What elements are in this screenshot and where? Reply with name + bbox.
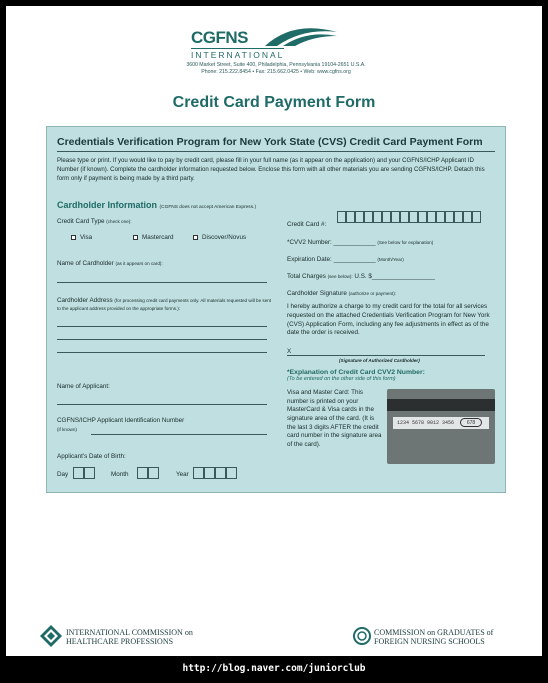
card-digit-box[interactable]: [427, 211, 436, 223]
applicant-id-note: (if known): [57, 427, 77, 432]
mastercard-checkbox[interactable]: [133, 235, 138, 240]
cvv-note: (See below for explanation): [377, 240, 434, 245]
digit-box[interactable]: [73, 467, 84, 479]
ichp-line2: HEALTHCARE PROFESSIONS: [66, 637, 174, 647]
dob-month-boxes[interactable]: [137, 467, 159, 479]
cardholder-name-label-row: [57, 260, 163, 267]
form-page: [6, 6, 542, 656]
explanation-title: *Explanation of Credit Card CVV2 Number:: [287, 369, 425, 376]
card-type-mastercard[interactable]: [133, 234, 174, 241]
digit-box[interactable]: [226, 467, 237, 479]
cardholder-name-note: (as it appears on card):: [115, 261, 163, 266]
expiration-field[interactable]: ____________: [333, 256, 376, 263]
signature-label-row: [287, 290, 396, 297]
ichp-diamond-icon: [40, 625, 62, 647]
watermark-url[interactable]: http://blog.naver.com/juniorclub: [182, 663, 366, 674]
expiration-row: [287, 256, 404, 263]
explanation-body: Visa and Master Card: This number is printed on your MasterCard & Visa cards in the signature area of the card. (It is the last 3 digits AFTER the credit card number in the signature area of the card).: [287, 389, 382, 449]
address-line-1-field[interactable]: [57, 326, 267, 327]
total-row: [287, 273, 435, 280]
dob-day-boxes[interactable]: [73, 467, 95, 479]
discover-checkbox[interactable]: [193, 235, 198, 240]
address-line-2-field[interactable]: [57, 339, 267, 340]
cardholder-address-label: Cardholder Address: [57, 297, 113, 304]
address-block: [156, 62, 396, 76]
dob-month-label: Month: [111, 471, 129, 478]
cvv-label: *CVV2 Number:: [287, 239, 332, 246]
logo-swoosh-icon: [263, 26, 339, 48]
discover-label: Discover/Novus: [202, 234, 247, 241]
section-title-text: Cardholder Information: [57, 200, 158, 210]
ichp-line1: INTERNATIONAL COMMISSION on: [66, 628, 193, 637]
card-type-note: (check one):: [106, 219, 132, 224]
logo-subtitle: INTERNATIONAL: [191, 50, 285, 60]
expiration-note: (Month/Year): [377, 257, 404, 262]
card-digit-box[interactable]: [463, 211, 472, 223]
section-title: [57, 200, 256, 210]
form-instructions: Please type or print. If you would like to pay by credit card, please fill in your full name (as it appear on the application) and your CGFNS/ICHP Applicant ID Number (if known). Complete the cardholder information requested below. Enclose this form with all other materials you are sending CGFNS/ICHP. Detach this form only if payment is being made by a third party.: [57, 157, 485, 182]
card-number-boxes[interactable]: [337, 211, 481, 223]
title-divider: [57, 151, 495, 152]
digit-box[interactable]: [148, 467, 159, 479]
card-digit-box[interactable]: [382, 211, 391, 223]
card-digit-box[interactable]: [454, 211, 463, 223]
digit-box[interactable]: [137, 467, 148, 479]
cvv-explanation: [287, 369, 499, 499]
contact-line: Phone: 215.222.8454 • Fax: 215.662.0425 • Web: www.cgfns.org: [201, 68, 351, 75]
dob-label: Applicant's Date of Birth:: [57, 453, 126, 460]
form-title: Credentials Verification Program for New York State (CVS) Credit Card Payment Form: [57, 136, 483, 148]
cardholder-name-label: Name of Cardholder: [57, 260, 114, 267]
applicant-name-field[interactable]: [57, 404, 267, 405]
signature-note: (authorize or payment):: [348, 291, 397, 296]
signature-caption: (Signature of Authorized Cardholder): [339, 358, 420, 363]
cgfns-line1: COMMISSION on GRADUATES of: [374, 628, 494, 637]
cgfns-line2: FOREIGN NURSING SCHOOLS: [374, 637, 485, 647]
signature-x: X: [287, 348, 292, 355]
digit-box[interactable]: [84, 467, 95, 479]
dob-year-boxes[interactable]: [193, 467, 237, 479]
sample-cvv: 678: [460, 418, 482, 427]
applicant-name-label: Name of Applicant:: [57, 383, 110, 390]
card-digit-box[interactable]: [445, 211, 454, 223]
signature-label: Cardholder Signature: [287, 290, 347, 297]
card-digit-box[interactable]: [409, 211, 418, 223]
payment-form-panel: [46, 126, 506, 493]
card-digit-box[interactable]: [337, 211, 346, 223]
card-type-discover[interactable]: [193, 234, 246, 241]
address-line-3-field[interactable]: [57, 352, 267, 353]
card-type-label-row: [57, 218, 132, 225]
address-line: 3600 Market Street, Suite 400, Philadelphia, Pennsylvania 19104-2651 U.S.A.: [186, 62, 366, 68]
signature-field[interactable]: [287, 355, 485, 356]
card-digit-box[interactable]: [400, 211, 409, 223]
cgfns-circle-icon: [352, 625, 372, 647]
card-digit-box[interactable]: [436, 211, 445, 223]
card-digit-box[interactable]: [418, 211, 427, 223]
visa-label: Visa: [80, 234, 93, 241]
card-digit-box[interactable]: [355, 211, 364, 223]
explanation-subtitle: (To be entered on the other side of this form): [287, 376, 396, 382]
card-type-visa[interactable]: [71, 234, 92, 241]
dob-year-label: Year: [176, 471, 189, 478]
card-type-label: Credit Card Type: [57, 218, 105, 225]
card-digit-box[interactable]: [391, 211, 400, 223]
page-title: Credit Card Payment Form: [172, 94, 376, 111]
logo-wordmark: CGFNS: [191, 28, 248, 47]
cvv-field[interactable]: ____________: [333, 239, 376, 246]
cgfns-logo: [191, 26, 341, 66]
magnetic-stripe: [387, 399, 495, 411]
total-label: Total Charges: [287, 273, 326, 280]
digit-box[interactable]: [193, 467, 204, 479]
digit-box[interactable]: [204, 467, 215, 479]
cardholder-address-label-row: [57, 297, 272, 313]
ichp-name: [66, 628, 193, 646]
card-digit-box[interactable]: [373, 211, 382, 223]
cardholder-address-note: (for processing credit card payments only. All materials requested will be sent to the applicant address provided on the appropriate forms.):: [57, 298, 272, 312]
authorization-text: I hereby authorize a charge to my credit card for the total for all services requested on the attached Credentials Verification Program for New York (CVS) Application Form, including any fee adjustments in effect as of the date the order is received.: [287, 303, 490, 337]
card-digit-box[interactable]: [472, 211, 481, 223]
section-note: (CGFNS does not accept American Express.): [159, 205, 257, 210]
cgfns-name: [374, 628, 493, 646]
cardholder-name-field[interactable]: [57, 282, 267, 283]
cvv-row: [287, 239, 433, 246]
applicant-id-field[interactable]: [91, 434, 267, 435]
applicant-id-label: CGFNS/ICHP Applicant Identification Number: [57, 417, 185, 424]
card-digit-box[interactable]: [364, 211, 373, 223]
sample-card-number: 1234 5678 9012 3456: [397, 420, 455, 426]
card-back-image: [387, 389, 495, 464]
card-number-label: Credit Card #:: [287, 221, 327, 228]
total-currency: U.S. $: [354, 273, 372, 280]
total-note: (see below):: [327, 274, 353, 279]
expiration-label: Expiration Date:: [287, 256, 332, 263]
total-field[interactable]: __________________: [371, 273, 435, 280]
mastercard-label: Mastercard: [142, 234, 174, 241]
digit-box[interactable]: [215, 467, 226, 479]
dob-day-label: Day: [57, 471, 69, 478]
visa-checkbox[interactable]: [71, 235, 76, 240]
card-digit-box[interactable]: [346, 211, 355, 223]
